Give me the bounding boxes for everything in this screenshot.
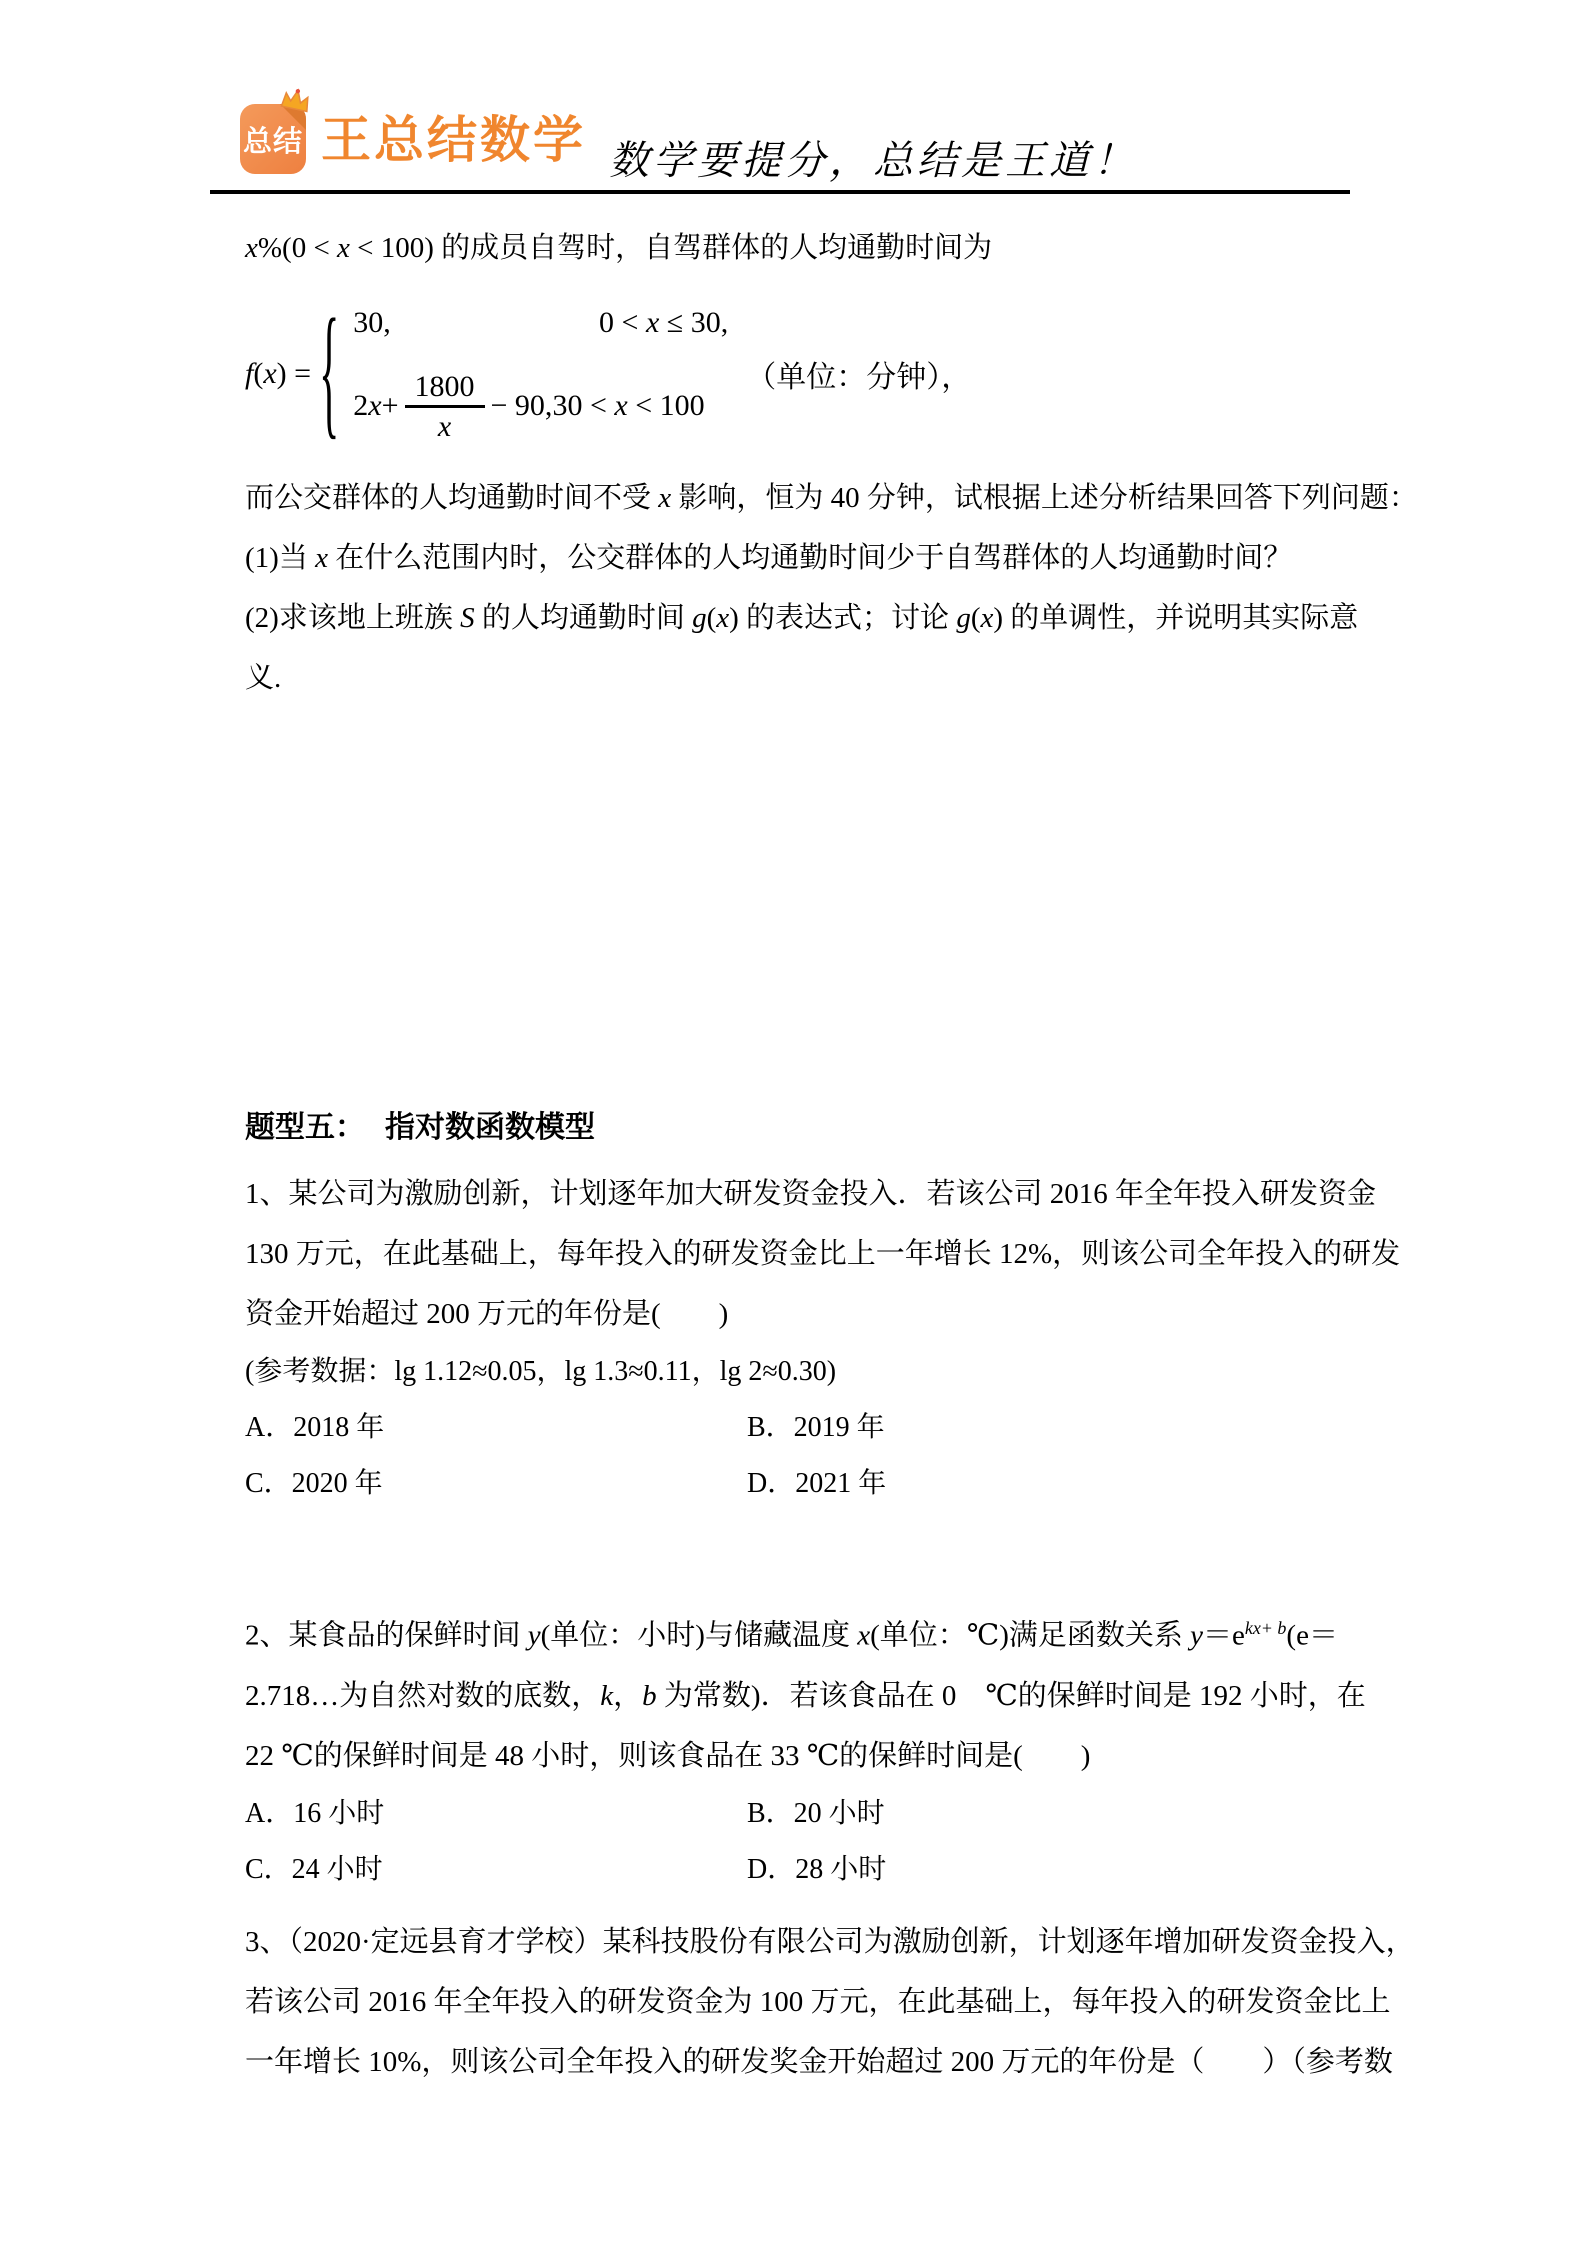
logo-badge-text: 总结 <box>242 125 303 158</box>
math-exponent: kx+ b <box>1244 1618 1287 1638</box>
math-var-g: g <box>692 602 707 634</box>
page-header <box>210 80 1350 194</box>
math-var-b: b <box>642 1679 657 1712</box>
math-var-x: x <box>614 389 628 422</box>
problem3-line2: 若该公司 2016 年全年投入的研发资金为 100 万元，在此基础上，每年投入的研发资金比上 <box>245 1985 1391 2018</box>
problem2-line1: 2、某食品的保鲜时间 y(单位：小时)与储藏温度 x(单位：℃)满足函数关系 $y=e^{kx+ b}(e=$ <box>245 1618 1338 1652</box>
math-var-f: f <box>245 357 254 390</box>
section-heading-title: 指对数函数模型 <box>385 1111 595 1144</box>
fraction <box>405 370 485 443</box>
section-heading-label: 题型五： <box>245 1111 365 1144</box>
problem3-line3: 一年增长 10%，则该公司全年投入的研发奖金开始超过 200 万元的年份是（ ）（参考数 <box>245 2045 1393 2078</box>
paren: ( <box>253 357 264 390</box>
math-var-x: x <box>337 232 350 264</box>
commute-intro-line <box>245 218 1350 278</box>
problem1-options-row1 <box>245 1400 1350 1456</box>
case1-condition: 0 < x ≤ 30, <box>599 305 729 339</box>
question-1: (1)当 x 在什么范围内时，公交群体的人均通勤时间少于自驾群体的人均通勤时间？ <box>245 542 1293 574</box>
problem1-reference-data: (参考数据：lg 1.12≈0.05，lg 1.3≈0.11，lg 2≈0.30) <box>245 1356 837 1387</box>
option-b: B．2019 年 <box>747 1412 885 1443</box>
after-formula-line: 而公交群体的人均通勤时间不受 x 影响，恒为 40 分钟，试根据上述分析结果回答下列问题： <box>245 482 1418 514</box>
option-d: D．28 小时 <box>747 1853 887 1885</box>
fraction-denominator: x <box>437 409 452 443</box>
question-2-line1: (2)求该地上班族 S 的人均通勤时间 g(x) 的表达式；讨论 g(x) 的单调性，并说明其实际意 <box>245 602 1359 634</box>
text-run: %(0 < <box>257 232 338 264</box>
case2-condition: 30 < x < 100 <box>552 389 705 422</box>
math-var-S: S <box>460 602 475 634</box>
fraction-numerator: 1800 <box>405 370 485 408</box>
section-heading <box>245 1106 1350 1150</box>
option-c: C．24 小时 <box>245 1853 383 1885</box>
case-row-1 <box>353 306 728 340</box>
problem1-options-row2 <box>245 1456 1350 1512</box>
case-brace: { <box>319 293 340 455</box>
math-var-x: x <box>368 389 382 422</box>
math-var-x: x <box>857 1619 871 1652</box>
problem1-line2: 130 万元，在此基础上，每年投入的研发资金比上一年增长 12%，则该公司全年投入的研发 <box>245 1238 1401 1270</box>
case-row-2: 2 x + $\frac{1800}{x}$ − 90, 30 < x < 100 <box>353 369 705 443</box>
option-a: A．16 小时 <box>245 1797 385 1829</box>
problem2-line2: 2.718…为自然对数的底数，k，b 为常数)．若该食品在 0 ℃的保鲜时间是 192 小时，在 <box>245 1679 1366 1712</box>
header-slogan: 数学要提分，总结是王道！ <box>609 138 1137 183</box>
piecewise-function-formula <box>245 294 1350 454</box>
math-var-x: x <box>245 232 258 264</box>
equals: ) = <box>276 357 312 390</box>
problem2-options-row2 <box>245 1842 1350 1898</box>
math-var-x: x <box>315 542 328 574</box>
unit-note: （单位：分钟）， <box>746 361 972 394</box>
formula-lhs <box>245 357 311 391</box>
problem1-line3: 资金开始超过 200 万元的年份是( ) <box>245 1298 729 1330</box>
math-var-x: x <box>645 305 660 339</box>
option-d: D．2021 年 <box>747 1468 887 1499</box>
option-c: C．2020 年 <box>245 1468 383 1499</box>
text-run: < 100) 的成员自驾时，自驾群体的人均通勤时间为 <box>349 232 993 264</box>
math-var-k: k <box>600 1679 614 1712</box>
option-b: B．20 小时 <box>747 1797 885 1829</box>
brand-logo <box>240 104 586 174</box>
math-var-x: x <box>263 357 277 390</box>
problem1-line1: 1、某公司为激励创新，计划逐年加大研发资金投入．若该公司 2016 年全年投入研发资金 <box>245 1178 1377 1210</box>
math-var-x: x <box>658 482 672 514</box>
math-var-y: y <box>1190 1619 1203 1652</box>
problem2-line3: 22 ℃的保鲜时间是 48 小时，则该食品在 33 ℃的保鲜时间是( ) <box>245 1739 1091 1772</box>
case1-value: 30, <box>353 305 391 339</box>
math-var-y: y <box>527 1619 541 1652</box>
math-var-x: x <box>980 602 994 634</box>
logo-badge <box>240 104 306 174</box>
math-var-g: g <box>956 602 971 634</box>
math-var-x: x <box>716 602 730 634</box>
logo-wordmark: 王总结数学 <box>321 112 586 168</box>
option-a: A．2018 年 <box>245 1412 385 1443</box>
problem3-line1: 3、（2020·定远县育才学校）某科技股份有限公司为激励创新，计划逐年增加研发资金投入， <box>245 1925 1415 1958</box>
formula-cases <box>353 306 728 443</box>
document-body <box>245 218 1418 2092</box>
crown-icon <box>277 85 315 116</box>
question-2-line2: 义. <box>245 662 282 694</box>
problem2-options-row1 <box>245 1786 1350 1842</box>
